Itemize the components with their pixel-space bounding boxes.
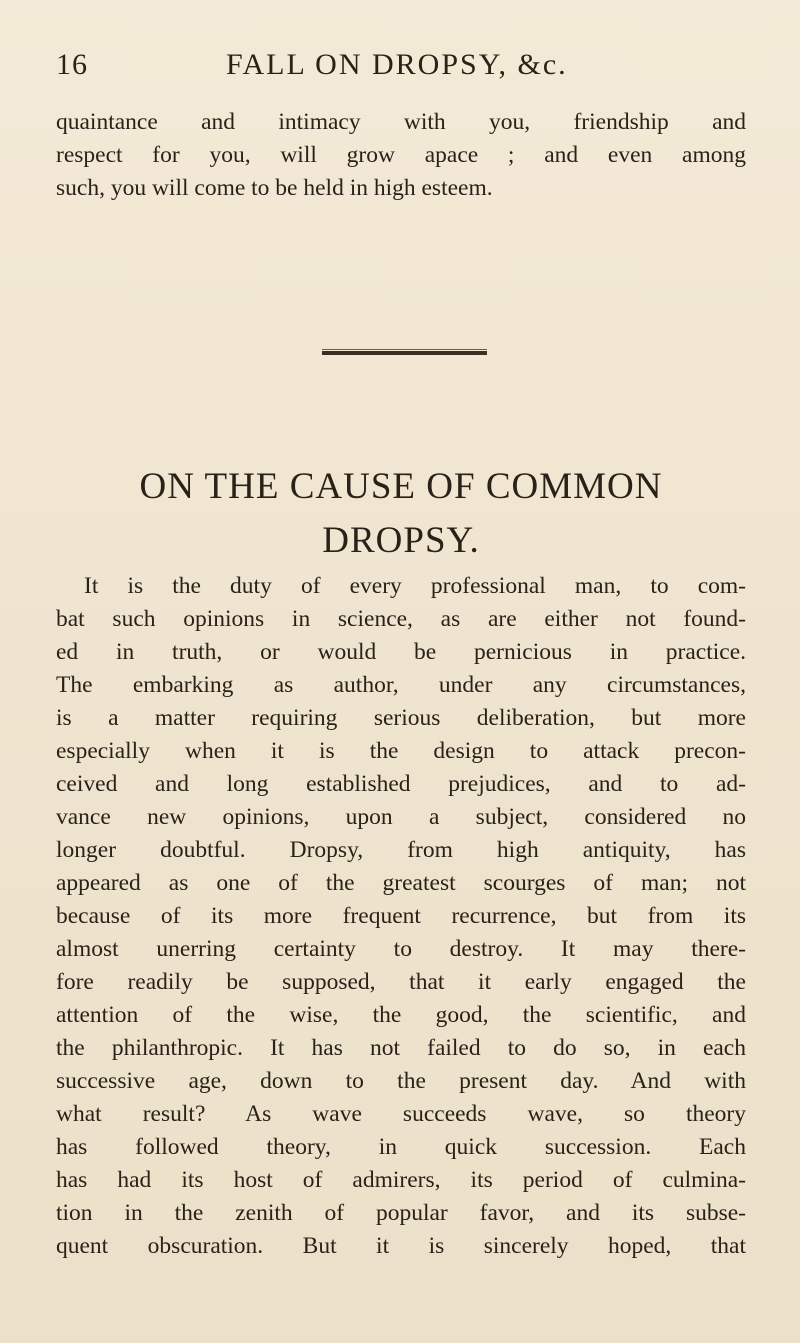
text-line: quaintance and intimacy with you, friendship and	[56, 109, 746, 135]
text-line: appeared as one of the greatest scourges of man; not	[56, 870, 746, 896]
section-title-line-2: DROPSY.	[322, 520, 480, 561]
text-line: vance new opinions, upon a subject, considered no	[56, 804, 746, 830]
text-line: is a matter requiring serious deliberation, but more	[56, 705, 746, 731]
text-line: because of its more frequent recurrence, but from its	[56, 903, 746, 929]
text-line: has followed theory, in quick succession. Each	[56, 1134, 746, 1160]
text-line: It is the duty of every professional man, to com-	[84, 573, 746, 599]
page-number: 16	[56, 48, 88, 81]
text-line: ed in truth, or would be pernicious in practice.	[56, 639, 746, 665]
text-line: the philanthropic. It has not failed to do so, in each	[56, 1035, 746, 1061]
text-line: such, you will come to be held in high esteem.	[56, 175, 493, 201]
text-line: longer doubtful. Dropsy, from high antiquity, has	[56, 837, 746, 863]
text-line: successive age, down to the present day. And with	[56, 1068, 746, 1094]
text-line: ceived and long established prejudices, and to ad-	[56, 771, 746, 797]
running-title: FALL ON DROPSY, &c.	[226, 48, 568, 81]
text-line: especially when it is the design to attack precon-	[56, 738, 746, 764]
page-header	[56, 48, 746, 88]
body-paragraph	[56, 570, 746, 1263]
text-line: tion in the zenith of popular favor, and its subse-	[56, 1200, 746, 1226]
text-line: quent obscuration. But it is sincerely hoped, that	[56, 1233, 746, 1259]
section-title-line-1: ON THE CAUSE OF COMMON	[139, 466, 663, 507]
text-line: The embarking as author, under any circumstances,	[56, 672, 746, 698]
text-line: attention of the wise, the good, the scientific, and	[56, 1002, 746, 1028]
intro-paragraph	[56, 106, 746, 205]
text-line: almost unerring certainty to destroy. It may there-	[56, 936, 746, 962]
section-divider-rule	[322, 351, 487, 355]
text-line: bat such opinions in science, as are either not found-	[56, 606, 746, 632]
text-line: respect for you, will grow apace ; and even among	[56, 142, 746, 168]
text-line: has had its host of admirers, its period of culmina-	[56, 1167, 746, 1193]
text-line: fore readily be supposed, that it early engaged the	[56, 969, 746, 995]
text-line: what result? As wave succeeds wave, so theory	[56, 1101, 746, 1127]
